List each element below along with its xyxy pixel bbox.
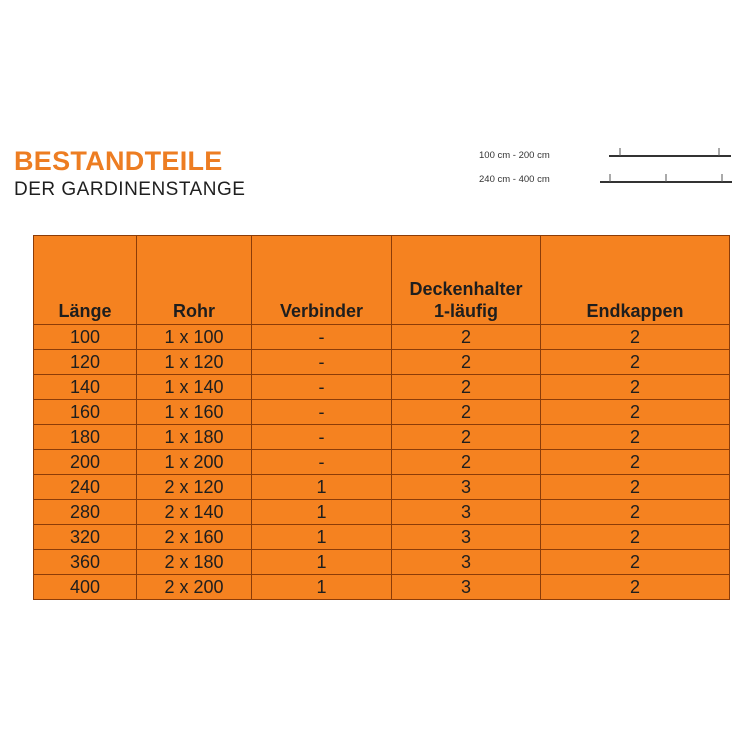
cell-deckenhalter: 2 xyxy=(392,450,541,475)
table-body xyxy=(34,325,730,600)
rod-long-diagram xyxy=(598,170,734,186)
cell-verbinder: - xyxy=(252,450,392,475)
cell-endkappen: 2 xyxy=(541,475,730,500)
cell-deckenhalter: 2 xyxy=(392,350,541,375)
table-row xyxy=(34,375,730,400)
cell-rohr: 2 x 140 xyxy=(137,500,252,525)
table-row xyxy=(34,500,730,525)
cell-laenge: 280 xyxy=(34,500,137,525)
cell-verbinder: - xyxy=(252,325,392,350)
cell-laenge: 120 xyxy=(34,350,137,375)
cell-endkappen: 2 xyxy=(541,375,730,400)
table-header-row xyxy=(34,236,730,325)
cell-deckenhalter: 2 xyxy=(392,425,541,450)
cell-laenge: 360 xyxy=(34,550,137,575)
cell-laenge: 240 xyxy=(34,475,137,500)
page-title: BESTANDTEILE xyxy=(14,146,223,176)
cell-rohr: 2 x 180 xyxy=(137,550,252,575)
cell-endkappen: 2 xyxy=(541,550,730,575)
rod-short-diagram xyxy=(606,145,736,161)
cell-deckenhalter: 2 xyxy=(392,400,541,425)
cell-rohr: 1 x 140 xyxy=(137,375,252,400)
cell-endkappen: 2 xyxy=(541,450,730,475)
header-endkappen: Endkappen xyxy=(541,236,730,325)
cell-laenge: 320 xyxy=(34,525,137,550)
table-row xyxy=(34,425,730,450)
cell-rohr: 2 x 120 xyxy=(137,475,252,500)
cell-endkappen: 2 xyxy=(541,575,730,600)
cell-endkappen: 2 xyxy=(541,525,730,550)
cell-laenge: 200 xyxy=(34,450,137,475)
header-rohr: Rohr xyxy=(137,236,252,325)
cell-deckenhalter: 3 xyxy=(392,525,541,550)
cell-verbinder: 1 xyxy=(252,525,392,550)
cell-rohr: 1 x 120 xyxy=(137,350,252,375)
cell-endkappen: 2 xyxy=(541,350,730,375)
cell-deckenhalter: 2 xyxy=(392,325,541,350)
table-row xyxy=(34,400,730,425)
cell-rohr: 1 x 200 xyxy=(137,450,252,475)
table-row xyxy=(34,450,730,475)
cell-deckenhalter: 3 xyxy=(392,475,541,500)
cell-endkappen: 2 xyxy=(541,400,730,425)
cell-verbinder: 1 xyxy=(252,550,392,575)
cell-deckenhalter: 3 xyxy=(392,500,541,525)
table-row xyxy=(34,475,730,500)
cell-deckenhalter: 3 xyxy=(392,575,541,600)
cell-endkappen: 2 xyxy=(541,325,730,350)
legend-label-long: 240 cm - 400 cm xyxy=(479,174,550,185)
cell-endkappen: 2 xyxy=(541,500,730,525)
header-verbinder: Verbinder xyxy=(252,236,392,325)
cell-rohr: 2 x 200 xyxy=(137,575,252,600)
cell-deckenhalter: 3 xyxy=(392,550,541,575)
legend-label-short: 100 cm - 200 cm xyxy=(479,150,550,161)
cell-verbinder: - xyxy=(252,375,392,400)
cell-laenge: 160 xyxy=(34,400,137,425)
cell-verbinder: - xyxy=(252,425,392,450)
cell-verbinder: - xyxy=(252,400,392,425)
cell-rohr: 1 x 160 xyxy=(137,400,252,425)
page-subtitle: DER GARDINENSTANGE xyxy=(14,179,246,200)
table-row xyxy=(34,575,730,600)
cell-verbinder: 1 xyxy=(252,500,392,525)
table-row xyxy=(34,350,730,375)
table-row xyxy=(34,550,730,575)
table-row xyxy=(34,325,730,350)
cell-verbinder: - xyxy=(252,350,392,375)
cell-deckenhalter: 2 xyxy=(392,375,541,400)
cell-laenge: 100 xyxy=(34,325,137,350)
cell-rohr: 1 x 100 xyxy=(137,325,252,350)
cell-verbinder: 1 xyxy=(252,575,392,600)
header-laenge: Länge xyxy=(34,236,137,325)
cell-laenge: 140 xyxy=(34,375,137,400)
cell-laenge: 400 xyxy=(34,575,137,600)
cell-verbinder: 1 xyxy=(252,475,392,500)
header-deckenhalter: Deckenhalter 1-läufig xyxy=(392,236,541,325)
cell-rohr: 1 x 180 xyxy=(137,425,252,450)
cell-laenge: 180 xyxy=(34,425,137,450)
cell-endkappen: 2 xyxy=(541,425,730,450)
table-row xyxy=(34,525,730,550)
cell-rohr: 2 x 160 xyxy=(137,525,252,550)
parts-table xyxy=(33,235,730,600)
